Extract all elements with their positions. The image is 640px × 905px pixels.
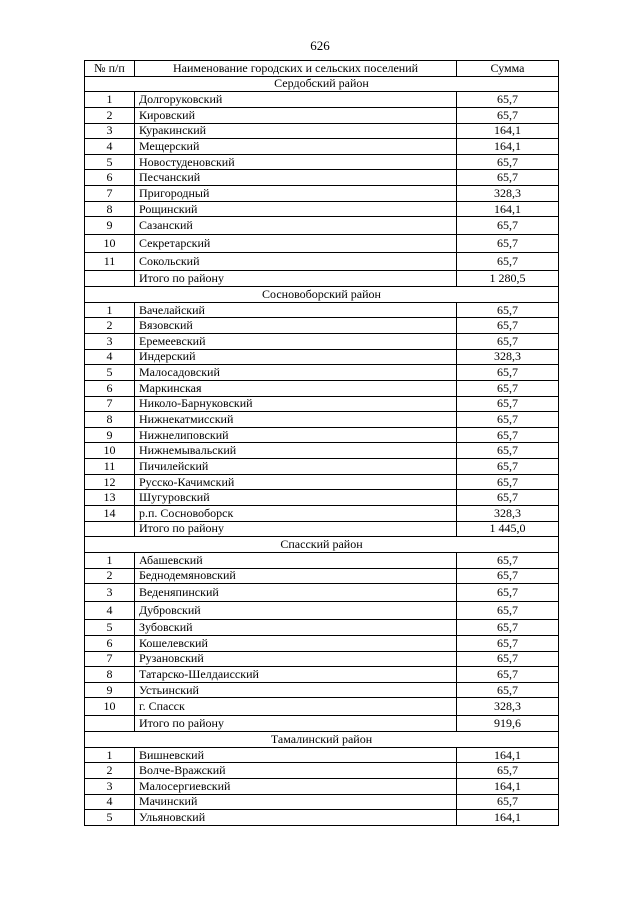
total-sum: 919,6 [457, 716, 559, 732]
settlement-name: Вязовский [135, 318, 457, 334]
table-row [85, 333, 559, 349]
total-label: Итого по району [135, 271, 457, 287]
row-number: 9 [85, 217, 135, 235]
table-row [85, 235, 559, 253]
row-sum: 65,7 [457, 170, 559, 186]
row-sum: 328,3 [457, 186, 559, 202]
settlement-name: Дубровский [135, 602, 457, 620]
total-empty-cell [85, 521, 135, 537]
row-number: 10 [85, 235, 135, 253]
settlement-name: Малосадовский [135, 365, 457, 381]
row-number: 5 [85, 154, 135, 170]
row-number: 11 [85, 253, 135, 271]
table-row [85, 154, 559, 170]
row-sum: 65,7 [457, 552, 559, 568]
row-sum: 164,1 [457, 778, 559, 794]
table-row [85, 667, 559, 683]
row-sum: 328,3 [457, 506, 559, 522]
table-row [85, 747, 559, 763]
page-number: 626 [310, 38, 330, 53]
table-row [85, 763, 559, 779]
total-empty-cell [85, 716, 135, 732]
district-total-row [85, 521, 559, 537]
settlement-name: Сазанский [135, 217, 457, 235]
table-row [85, 427, 559, 443]
table-header-row [85, 61, 559, 77]
table-row [85, 107, 559, 123]
table-row [85, 92, 559, 108]
table-row [85, 635, 559, 651]
settlement-name: Песчанский [135, 170, 457, 186]
total-label: Итого по району [135, 521, 457, 537]
row-number: 1 [85, 747, 135, 763]
district-header-row [85, 287, 559, 303]
row-sum: 65,7 [457, 584, 559, 602]
settlement-name: Еремеевский [135, 333, 457, 349]
settlement-name: Секретарский [135, 235, 457, 253]
row-number: 9 [85, 427, 135, 443]
settlement-name: Сокольский [135, 253, 457, 271]
row-number: 9 [85, 682, 135, 698]
row-number: 4 [85, 139, 135, 155]
district-title: Тамалинский район [85, 732, 559, 748]
table-row [85, 620, 559, 636]
row-sum: 65,7 [457, 253, 559, 271]
table-row [85, 474, 559, 490]
row-number: 5 [85, 365, 135, 381]
row-number: 4 [85, 794, 135, 810]
row-number: 8 [85, 667, 135, 683]
table-row [85, 698, 559, 716]
table-row [85, 253, 559, 271]
row-number: 8 [85, 201, 135, 217]
header-number: № п/п [85, 61, 135, 77]
settlement-name: Веденяпинский [135, 584, 457, 602]
table-row [85, 365, 559, 381]
row-number: 7 [85, 186, 135, 202]
row-number: 13 [85, 490, 135, 506]
row-number: 4 [85, 349, 135, 365]
row-number: 14 [85, 506, 135, 522]
row-sum: 164,1 [457, 747, 559, 763]
row-sum: 328,3 [457, 698, 559, 716]
settlement-name: Русско-Качимский [135, 474, 457, 490]
row-number: 2 [85, 568, 135, 584]
row-number: 2 [85, 318, 135, 334]
table-row [85, 380, 559, 396]
header-settlement-name: Наименование городских и сельских поселений [135, 61, 457, 77]
settlement-name: Маркинская [135, 380, 457, 396]
settlement-name: Рузановский [135, 651, 457, 667]
district-total-row [85, 716, 559, 732]
district-title: Сердобский район [85, 76, 559, 92]
row-number: 4 [85, 602, 135, 620]
table-row [85, 396, 559, 412]
row-number: 1 [85, 552, 135, 568]
header-sum: Сумма [457, 61, 559, 77]
settlement-name: Татарско-Шелдаисский [135, 667, 457, 683]
table-row [85, 778, 559, 794]
row-sum: 65,7 [457, 302, 559, 318]
total-sum: 1 280,5 [457, 271, 559, 287]
row-sum: 65,7 [457, 92, 559, 108]
table-row [85, 318, 559, 334]
row-sum: 65,7 [457, 154, 559, 170]
row-number: 6 [85, 635, 135, 651]
settlement-name: Новостуденовский [135, 154, 457, 170]
row-number: 7 [85, 651, 135, 667]
row-number: 3 [85, 333, 135, 349]
row-sum: 164,1 [457, 123, 559, 139]
total-label: Итого по району [135, 716, 457, 732]
row-sum: 164,1 [457, 810, 559, 826]
settlement-name: Ульяновский [135, 810, 457, 826]
row-number: 5 [85, 810, 135, 826]
allocation-table [84, 60, 559, 826]
settlement-name: р.п. Сосновоборск [135, 506, 457, 522]
row-number: 3 [85, 123, 135, 139]
settlement-name: Абашевский [135, 552, 457, 568]
row-sum: 65,7 [457, 763, 559, 779]
row-sum: 65,7 [457, 318, 559, 334]
table-row [85, 302, 559, 318]
table-body [85, 76, 559, 825]
row-sum: 65,7 [457, 602, 559, 620]
row-number: 6 [85, 170, 135, 186]
settlement-name: Вачелайский [135, 302, 457, 318]
settlement-name: Нижнелиповский [135, 427, 457, 443]
table-row [85, 490, 559, 506]
row-number: 1 [85, 92, 135, 108]
row-sum: 65,7 [457, 651, 559, 667]
settlement-name: Шугуровский [135, 490, 457, 506]
settlement-name: Зубовский [135, 620, 457, 636]
table-row [85, 217, 559, 235]
settlement-name: Вишневский [135, 747, 457, 763]
row-sum: 65,7 [457, 568, 559, 584]
table-row [85, 568, 559, 584]
settlement-name: Нижнемывальский [135, 443, 457, 459]
row-sum: 65,7 [457, 396, 559, 412]
table-row [85, 443, 559, 459]
district-header-row [85, 537, 559, 553]
row-sum: 65,7 [457, 620, 559, 636]
settlement-name: Пригородный [135, 186, 457, 202]
settlement-name: Индерский [135, 349, 457, 365]
row-number: 2 [85, 107, 135, 123]
row-sum: 164,1 [457, 201, 559, 217]
row-number: 3 [85, 584, 135, 602]
table-row [85, 584, 559, 602]
settlement-name: г. Спасск [135, 698, 457, 716]
district-title: Сосновоборский район [85, 287, 559, 303]
row-sum: 65,7 [457, 474, 559, 490]
settlement-name: Малосергиевский [135, 778, 457, 794]
row-sum: 65,7 [457, 443, 559, 459]
settlement-name: Мачинский [135, 794, 457, 810]
settlement-name: Мещерский [135, 139, 457, 155]
district-total-row [85, 271, 559, 287]
settlement-name: Николо-Барнуковский [135, 396, 457, 412]
row-sum: 65,7 [457, 490, 559, 506]
row-sum: 65,7 [457, 333, 559, 349]
table-row [85, 139, 559, 155]
row-sum: 65,7 [457, 412, 559, 428]
row-sum: 65,7 [457, 380, 559, 396]
total-empty-cell [85, 271, 135, 287]
table-row [85, 794, 559, 810]
row-sum: 65,7 [457, 635, 559, 651]
settlement-name: Кошелевский [135, 635, 457, 651]
settlement-name: Пичилейский [135, 459, 457, 475]
row-sum: 65,7 [457, 794, 559, 810]
table-row [85, 186, 559, 202]
table-row [85, 201, 559, 217]
row-number: 7 [85, 396, 135, 412]
row-sum: 65,7 [457, 667, 559, 683]
total-sum: 1 445,0 [457, 521, 559, 537]
district-title: Спасский район [85, 537, 559, 553]
table-row [85, 459, 559, 475]
table-row [85, 552, 559, 568]
row-sum: 164,1 [457, 139, 559, 155]
table-row [85, 810, 559, 826]
row-number: 10 [85, 698, 135, 716]
row-number: 5 [85, 620, 135, 636]
settlement-name: Беднодемяновский [135, 568, 457, 584]
table-row [85, 412, 559, 428]
district-header-row [85, 732, 559, 748]
row-sum: 328,3 [457, 349, 559, 365]
table-row [85, 682, 559, 698]
row-sum: 65,7 [457, 235, 559, 253]
row-sum: 65,7 [457, 459, 559, 475]
row-number: 3 [85, 778, 135, 794]
row-number: 12 [85, 474, 135, 490]
table-row [85, 170, 559, 186]
table-row [85, 602, 559, 620]
row-number: 8 [85, 412, 135, 428]
settlement-name: Долгоруковский [135, 92, 457, 108]
allocation-table-container [84, 60, 558, 826]
table-row [85, 349, 559, 365]
row-sum: 65,7 [457, 107, 559, 123]
settlement-name: Рощинский [135, 201, 457, 217]
row-number: 10 [85, 443, 135, 459]
row-sum: 65,7 [457, 682, 559, 698]
row-number: 11 [85, 459, 135, 475]
settlement-name: Волче-Вражский [135, 763, 457, 779]
table-row [85, 123, 559, 139]
settlement-name: Нижнекатмисский [135, 412, 457, 428]
settlement-name: Кировский [135, 107, 457, 123]
table-row [85, 651, 559, 667]
table-row [85, 506, 559, 522]
row-sum: 65,7 [457, 365, 559, 381]
row-sum: 65,7 [457, 217, 559, 235]
settlement-name: Устьинский [135, 682, 457, 698]
row-number: 6 [85, 380, 135, 396]
district-header-row [85, 76, 559, 92]
settlement-name: Куракинский [135, 123, 457, 139]
row-number: 1 [85, 302, 135, 318]
row-sum: 65,7 [457, 427, 559, 443]
row-number: 2 [85, 763, 135, 779]
